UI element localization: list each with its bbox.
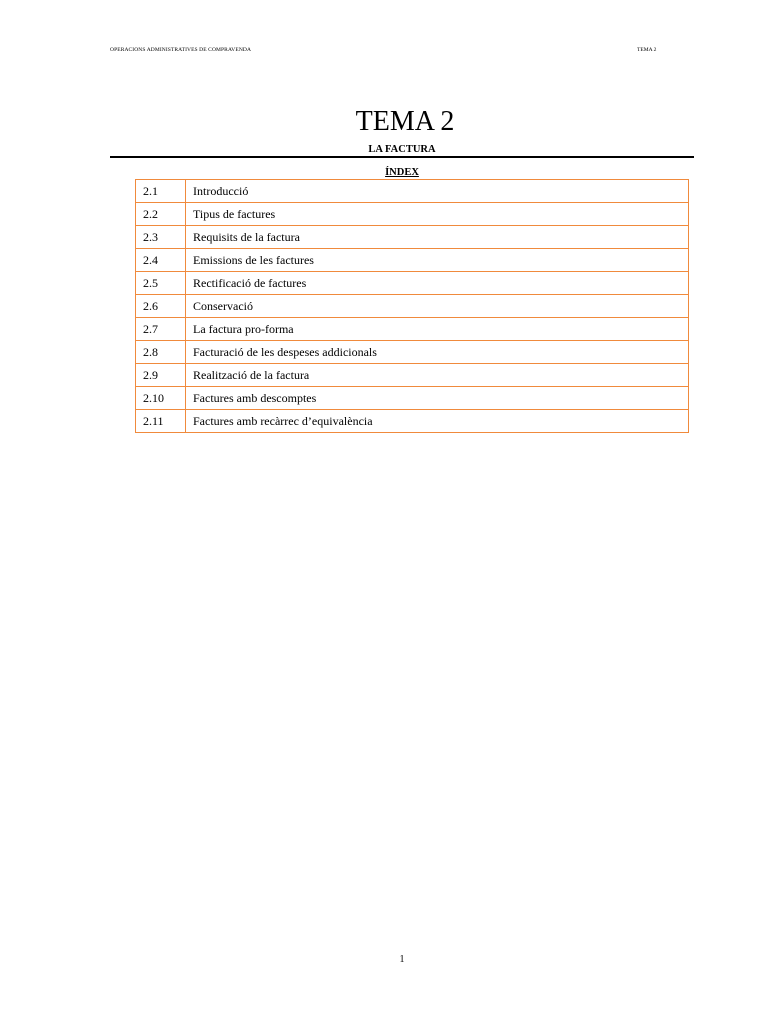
index-row [136,410,689,433]
index-row [136,272,689,295]
index-label: Emissions de les factures [186,249,689,272]
index-label: Introducció [186,180,689,203]
index-label: Conservació [186,295,689,318]
index-label: Tipus de factures [186,203,689,226]
index-label: Requisits de la factura [186,226,689,249]
index-number: 2.3 [136,226,186,249]
index-row [136,180,689,203]
index-label: Factures amb descomptes [186,387,689,410]
index-number: 2.11 [136,410,186,433]
index-label: Factures amb recàrrec d’equivalència [186,410,689,433]
index-number: 2.8 [136,341,186,364]
index-label: Realització de la factura [186,364,689,387]
index-number: 2.4 [136,249,186,272]
index-label: Rectificació de factures [186,272,689,295]
index-number: 2.10 [136,387,186,410]
index-number: 2.9 [136,364,186,387]
index-row [136,249,689,272]
page-subtitle: LA FACTURA [368,144,436,155]
index-row [136,226,689,249]
index-heading: ÍNDEX [385,167,419,178]
page-number: 1 [399,954,405,965]
index-number: 2.1 [136,180,186,203]
index-row [136,387,689,410]
index-row [136,364,689,387]
index-number: 2.5 [136,272,186,295]
index-row [136,295,689,318]
index-row [136,341,689,364]
index-label: Facturació de les despeses addicionals [186,341,689,364]
page-title: TEMA 2 [355,106,455,137]
index-number: 2.2 [136,203,186,226]
index-number: 2.7 [136,318,186,341]
index-row [136,203,689,226]
index-label: La factura pro-forma [186,318,689,341]
index-number: 2.6 [136,295,186,318]
running-header-right: TEMA 2 [637,47,657,53]
title-divider [110,156,694,158]
index-row [136,318,689,341]
index-table [135,179,689,433]
running-header-left: OPERACIONS ADMINISTRATIVES DE COMPRAVENDA [110,47,252,53]
